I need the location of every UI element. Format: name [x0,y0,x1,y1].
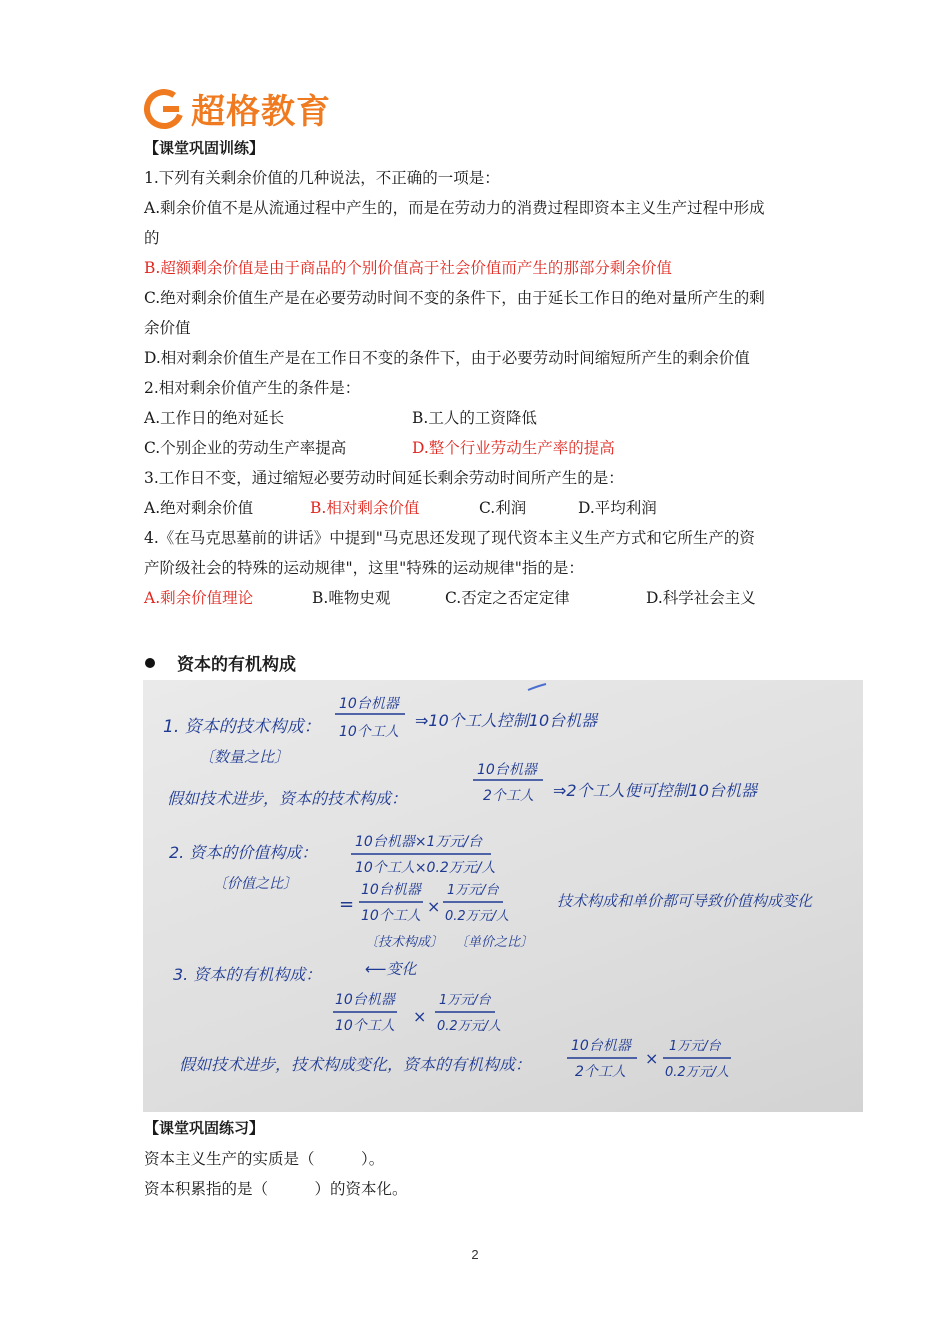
q1-option-a: A.剩余价值不是从流通过程中产生的，而是在劳动力的消费过程即资本主义生产过程中形成 [144,199,765,217]
q1-option-d: D.相对剩余价值生产是在工作日不变的条件下，由于必要劳动时间缩短所产生的剩余价值 [144,349,750,367]
q3-option-d: D.平均利润 [578,499,657,517]
board-l2-num: 10台机器 [477,762,537,778]
board-l1-den: 10个工人 [339,724,399,740]
page-number: 2 [471,1247,479,1262]
q2-option-a: A.工作日的绝对延长 [144,409,285,427]
practice-q2: 资本积累指的是（ ）的资本化。 [144,1180,408,1198]
board-l4-eq: = [339,894,355,915]
board-l2-result: ⇒2个工人便可控制10台机器 [553,781,757,800]
board-l3-num: 10台机器×1万元/台 [355,834,483,850]
board-l4-tag1: 〔技术构成〕 [365,935,444,950]
board-l1-result: ⇒10个工人控制10台机器 [415,711,598,730]
board-l1-note: 〔数量之比〕 [199,748,290,766]
board-l7-den2: 0.2万元/人 [665,1065,730,1080]
q1-option-c-cont: 余价值 [144,319,191,337]
q1-option-b-answer: B.超额剩余价值是由于商品的个别价值高于社会价值而产生的那部分剩余价值 [144,259,672,277]
section-title-training: 【课堂巩固训练】 [144,139,265,157]
q2-option-d-answer: D.整个行业劳动生产率的提高 [412,439,615,457]
q1-option-a-cont: 的 [144,229,160,247]
board-l7-times: × [645,1049,659,1068]
q3-option-a: A.绝对剩余价值 [144,499,254,517]
q1-stem: 1.下列有关剩余价值的几种说法，不正确的一项是： [144,169,500,187]
board-l7-num2: 1万元/台 [669,1039,721,1054]
practice-q1: 资本主义生产的实质是（ ）。 [144,1150,385,1168]
board-l7-den1: 2个工人 [575,1064,626,1080]
whiteboard-photo [143,680,863,1112]
board-l2-label: 假如技术进步，资本的技术构成： [167,789,408,808]
board-l6-num1: 10台机器 [335,992,395,1008]
board-l5-label: 3. 资本的有机构成： [173,965,322,984]
q4-stem-cont: 产阶级社会的特殊的运动规律"，这里"特殊的运动规律"指的是： [144,559,584,577]
logo-g-icon [143,88,185,130]
board-l4-num2: 1万元/台 [447,883,499,898]
board-l4-den1: 10个工人 [361,908,421,924]
q4-option-a-answer: A.剩余价值理论 [144,589,254,607]
board-l4-tag2: 〔单价之比〕 [455,935,534,950]
brand-logo [143,84,331,133]
board-l6-times: × [413,1007,427,1026]
board-l7-label: 假如技术进步，技术构成变化，资本的有机构成： [179,1055,532,1074]
brand-name: 超格教育 [191,92,331,132]
board-l4-den2: 0.2万元/人 [445,909,510,924]
pen-mark [528,684,546,690]
q4-option-c: C.否定之否定定律 [445,589,570,607]
q3-stem: 3.工作日不变，通过缩短必要劳动时间延长剩余劳动时间所产生的是： [144,469,624,487]
board-l6-num2: 1万元/台 [439,993,491,1008]
q2-option-b: B.工人的工资降低 [412,409,537,427]
q4-option-b: B.唯物史观 [312,589,391,607]
board-l3-label: 2. 资本的价值构成： [169,843,318,862]
q2-option-c: C.个别企业的劳动生产率提高 [144,439,347,457]
whiteboard-handwriting [143,680,863,1112]
q4-stem: 4.《在马克思墓前的讲话》中提到"马克思还发现了现代资本主义生产方式和它所生产的资 [144,529,755,547]
q2-stem: 2.相对剩余价值产生的条件是： [144,379,361,397]
board-l7-num1: 10台机器 [571,1038,631,1054]
board-l2-den: 2个工人 [483,788,534,804]
board-l3-den: 10个工人×0.2万元/人 [355,860,496,876]
board-l4-side-note: 技术构成和单价都可导致价值构成变化 [557,892,813,910]
section-title: 资本的有机构成 [177,655,296,675]
section-heading-organic-composition [145,650,296,675]
q3-option-b-answer: B.相对剩余价值 [310,499,420,517]
board-l4-times: × [427,897,441,916]
bullet-icon [145,658,155,668]
board-l6-den1: 10个工人 [335,1018,395,1034]
section-title-practice: 【课堂巩固练习】 [144,1119,265,1137]
q1-option-c: C.绝对剩余价值生产是在必要劳动时间不变的条件下，由于延长工作日的绝对量所产生的剩 [144,289,765,307]
board-l6-den2: 0.2万元/人 [437,1019,502,1034]
board-l1-label: 1. 资本的技术构成： [163,717,321,737]
board-l3-note: 〔价值之比〕 [213,876,297,892]
q3-option-c: C.利润 [479,499,527,517]
board-l4-num1: 10台机器 [361,882,421,898]
q4-option-d: D.科学社会主义 [646,589,756,607]
board-l5-arrow: ⟵变化 [365,960,417,978]
board-l1-num: 10台机器 [339,696,399,712]
